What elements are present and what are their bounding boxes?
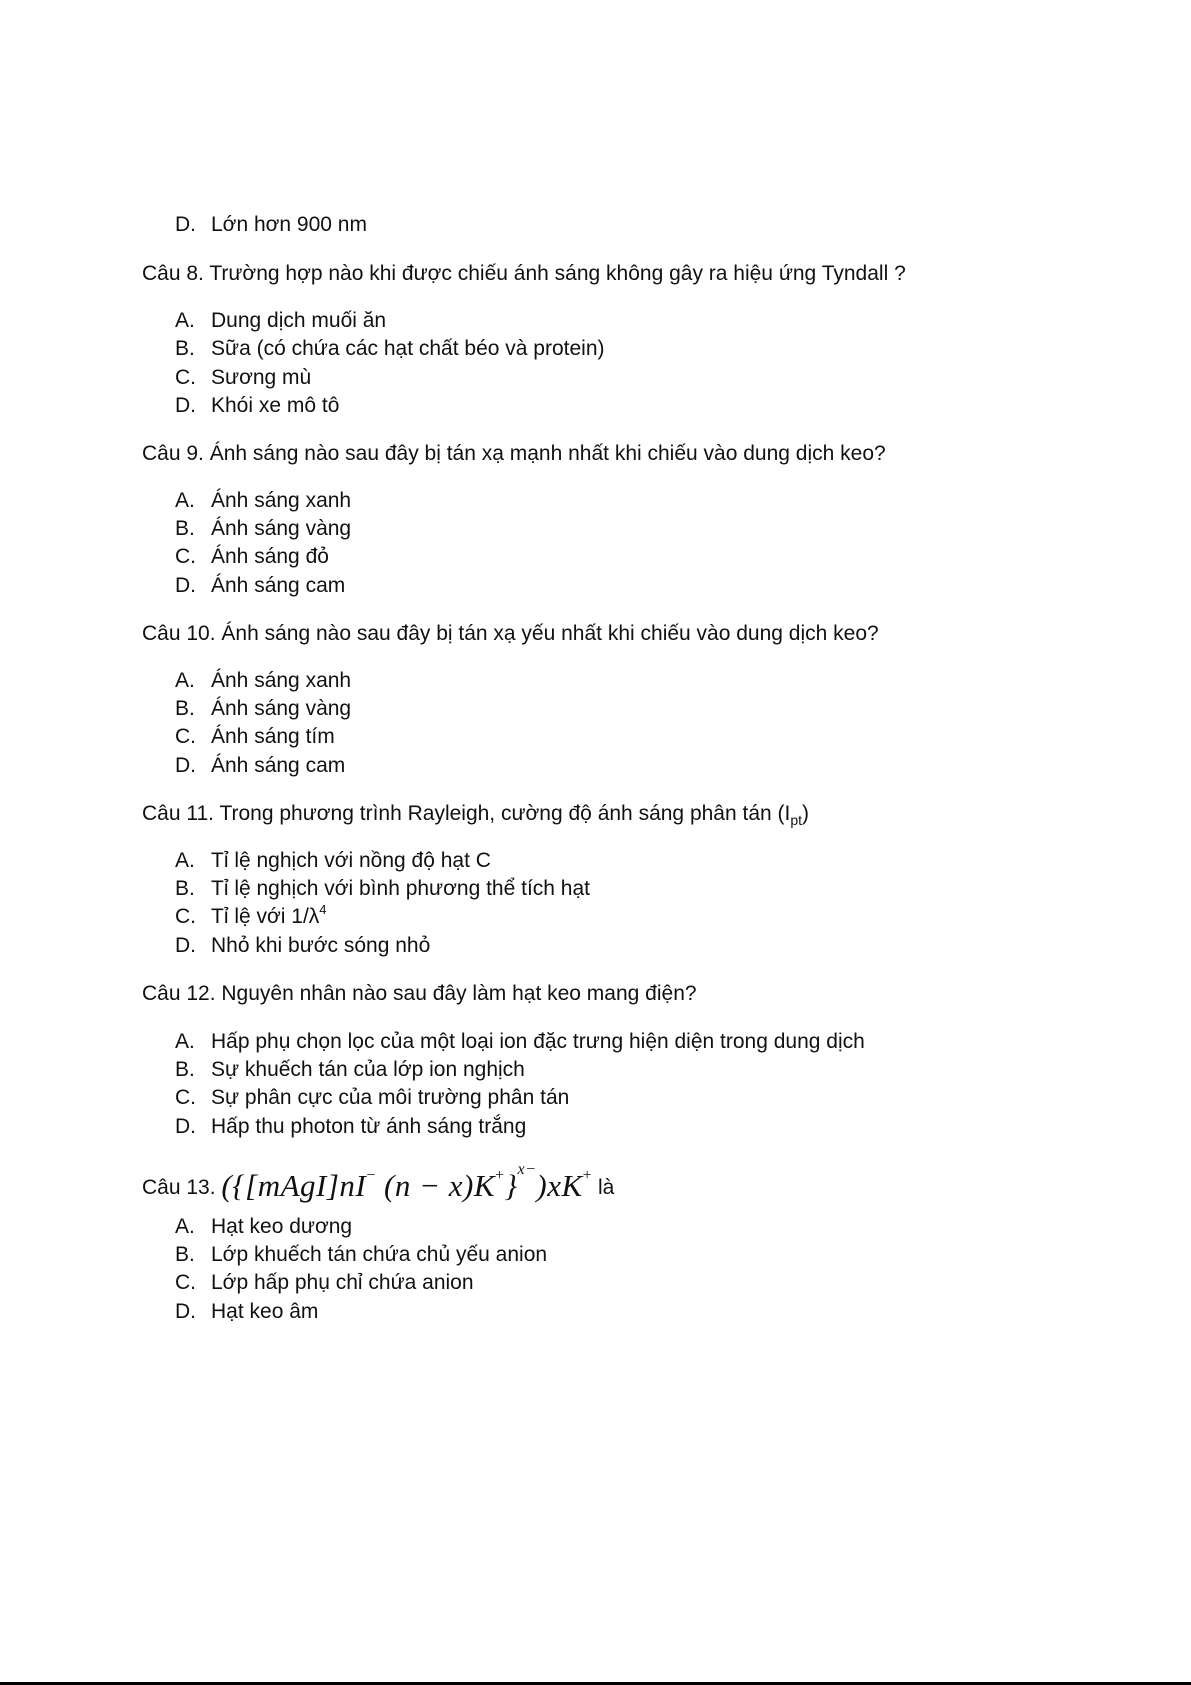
option-text: Sự phân cực của môi trường phân tán — [211, 1086, 570, 1109]
option-text: Hấp phụ chọn lọc của một loại ion đặc trưng hiện diện trong dung dịch — [211, 1030, 865, 1053]
option-letter: B. — [175, 337, 195, 360]
option-letter: A. — [175, 1215, 195, 1238]
option-text: Hấp thu photon từ ánh sáng trắng — [211, 1115, 527, 1138]
question-11-option-a — [175, 849, 491, 873]
option-text: Ánh sáng cam — [211, 754, 346, 777]
question-8-option-b — [175, 337, 605, 361]
option-letter: D. — [175, 934, 196, 957]
option-text: Ánh sáng xanh — [211, 489, 352, 512]
question-12-option-c — [175, 1086, 569, 1110]
option-text: Tỉ lệ với 1/λ — [211, 905, 320, 928]
question-13-option-b — [175, 1243, 547, 1267]
option-text: Tỉ lệ nghịch với nồng độ hạt C — [211, 849, 491, 872]
option-text: Sữa (có chứa các hạt chất béo và protein) — [211, 337, 605, 360]
question-10-option-a — [175, 669, 351, 693]
option-text: Nhỏ khi bước sóng nhỏ — [211, 934, 431, 957]
question-13-title — [142, 1161, 615, 1203]
question-10-title: Câu 10. Ánh sáng nào sau đây bị tán xạ yếu nhất khi chiếu vào dung dịch keo? — [142, 622, 879, 645]
question-9-option-c — [175, 545, 329, 569]
prev-question-option-d — [175, 213, 367, 237]
question-13-option-c — [175, 1271, 474, 1295]
question-13-option-d — [175, 1300, 318, 1324]
superscript-4: 4 — [319, 902, 327, 917]
option-text: Khói xe mô tô — [211, 394, 340, 417]
option-text: Hạt keo dương — [211, 1215, 353, 1238]
question-8-title: Câu 8. Trường hợp nào khi được chiếu ánh sáng không gây ra hiệu ứng Tyndall ? — [142, 262, 906, 285]
option-letter: D. — [175, 213, 196, 236]
question-12-option-a — [175, 1030, 865, 1054]
option-text: Ánh sáng tím — [211, 725, 335, 748]
question-9-title: Câu 9. Ánh sáng nào sau đây bị tán xạ mạnh nhất khi chiếu vào dung dịch keo? — [142, 442, 886, 465]
question-10-option-d — [175, 754, 345, 778]
option-letter: B. — [175, 697, 195, 720]
option-text: Sự khuếch tán của lớp ion nghịch — [211, 1058, 525, 1081]
question-13-option-a — [175, 1215, 352, 1239]
option-letter: A. — [175, 309, 195, 332]
question-10-option-b — [175, 697, 351, 721]
option-text: Lớp khuếch tán chứa chủ yếu anion — [211, 1243, 548, 1266]
option-text: Ánh sáng đỏ — [211, 545, 329, 568]
question-12-option-d — [175, 1115, 526, 1139]
option-letter: C. — [175, 905, 196, 928]
option-letter: D. — [175, 574, 196, 597]
option-text: Lớp hấp phụ chỉ chứa anion — [211, 1271, 474, 1294]
option-letter: C. — [175, 725, 196, 748]
option-letter: B. — [175, 1058, 195, 1081]
question-9-option-b — [175, 517, 351, 541]
option-text: Hạt keo âm — [211, 1300, 319, 1323]
option-letter: B. — [175, 1243, 195, 1266]
question-10-option-c — [175, 725, 335, 749]
option-text: Ánh sáng vàng — [211, 517, 352, 540]
option-letter: A. — [175, 669, 195, 692]
option-text: Lớn hơn 900 nm — [211, 213, 367, 236]
option-text: Dung dịch muối ăn — [211, 309, 387, 332]
question-11-option-c — [175, 902, 327, 929]
option-text: Sương mù — [211, 366, 312, 389]
option-text: Ánh sáng vàng — [211, 697, 352, 720]
option-letter: B. — [175, 517, 195, 540]
option-letter: C. — [175, 366, 196, 389]
option-letter: D. — [175, 754, 196, 777]
micelle-formula: ({[mAgI]nI− (n − x)K+}$^{x-}$)xK+ — [221, 1161, 593, 1203]
question-8-option-c — [175, 366, 311, 390]
question-11-title-close: ) — [802, 802, 810, 825]
option-letter: A. — [175, 1030, 195, 1053]
option-letter: C. — [175, 1086, 196, 1109]
question-11-option-d — [175, 934, 430, 958]
question-9-option-d — [175, 574, 345, 598]
option-letter: D. — [175, 394, 196, 417]
option-letter: D. — [175, 1115, 196, 1138]
question-11-option-b — [175, 877, 590, 901]
question-12-title: Câu 12. Nguyên nhân nào sau đây làm hạt keo mang điện? — [142, 982, 697, 1005]
option-letter: D. — [175, 1300, 196, 1323]
question-11-title-text: Câu 11. Trong phương trình Rayleigh, cường độ ánh sáng phân tán (I — [142, 802, 791, 825]
option-letter: C. — [175, 545, 196, 568]
question-8-option-d — [175, 394, 339, 418]
question-13-label: Câu 13. — [142, 1176, 216, 1199]
option-letter: B. — [175, 877, 195, 900]
option-text: Ánh sáng cam — [211, 574, 346, 597]
option-text: Ánh sáng xanh — [211, 669, 352, 692]
question-11-title — [142, 802, 809, 826]
question-13-suffix: là — [598, 1176, 615, 1199]
option-text: Tỉ lệ nghịch với bình phương thể tích hạt — [211, 877, 590, 900]
option-letter: C. — [175, 1271, 196, 1294]
option-letter: A. — [175, 849, 195, 872]
question-9-option-a — [175, 489, 351, 513]
option-letter: A. — [175, 489, 195, 512]
question-12-option-b — [175, 1058, 525, 1082]
question-8-option-a — [175, 309, 386, 333]
subscript-pt: pt — [790, 812, 803, 828]
